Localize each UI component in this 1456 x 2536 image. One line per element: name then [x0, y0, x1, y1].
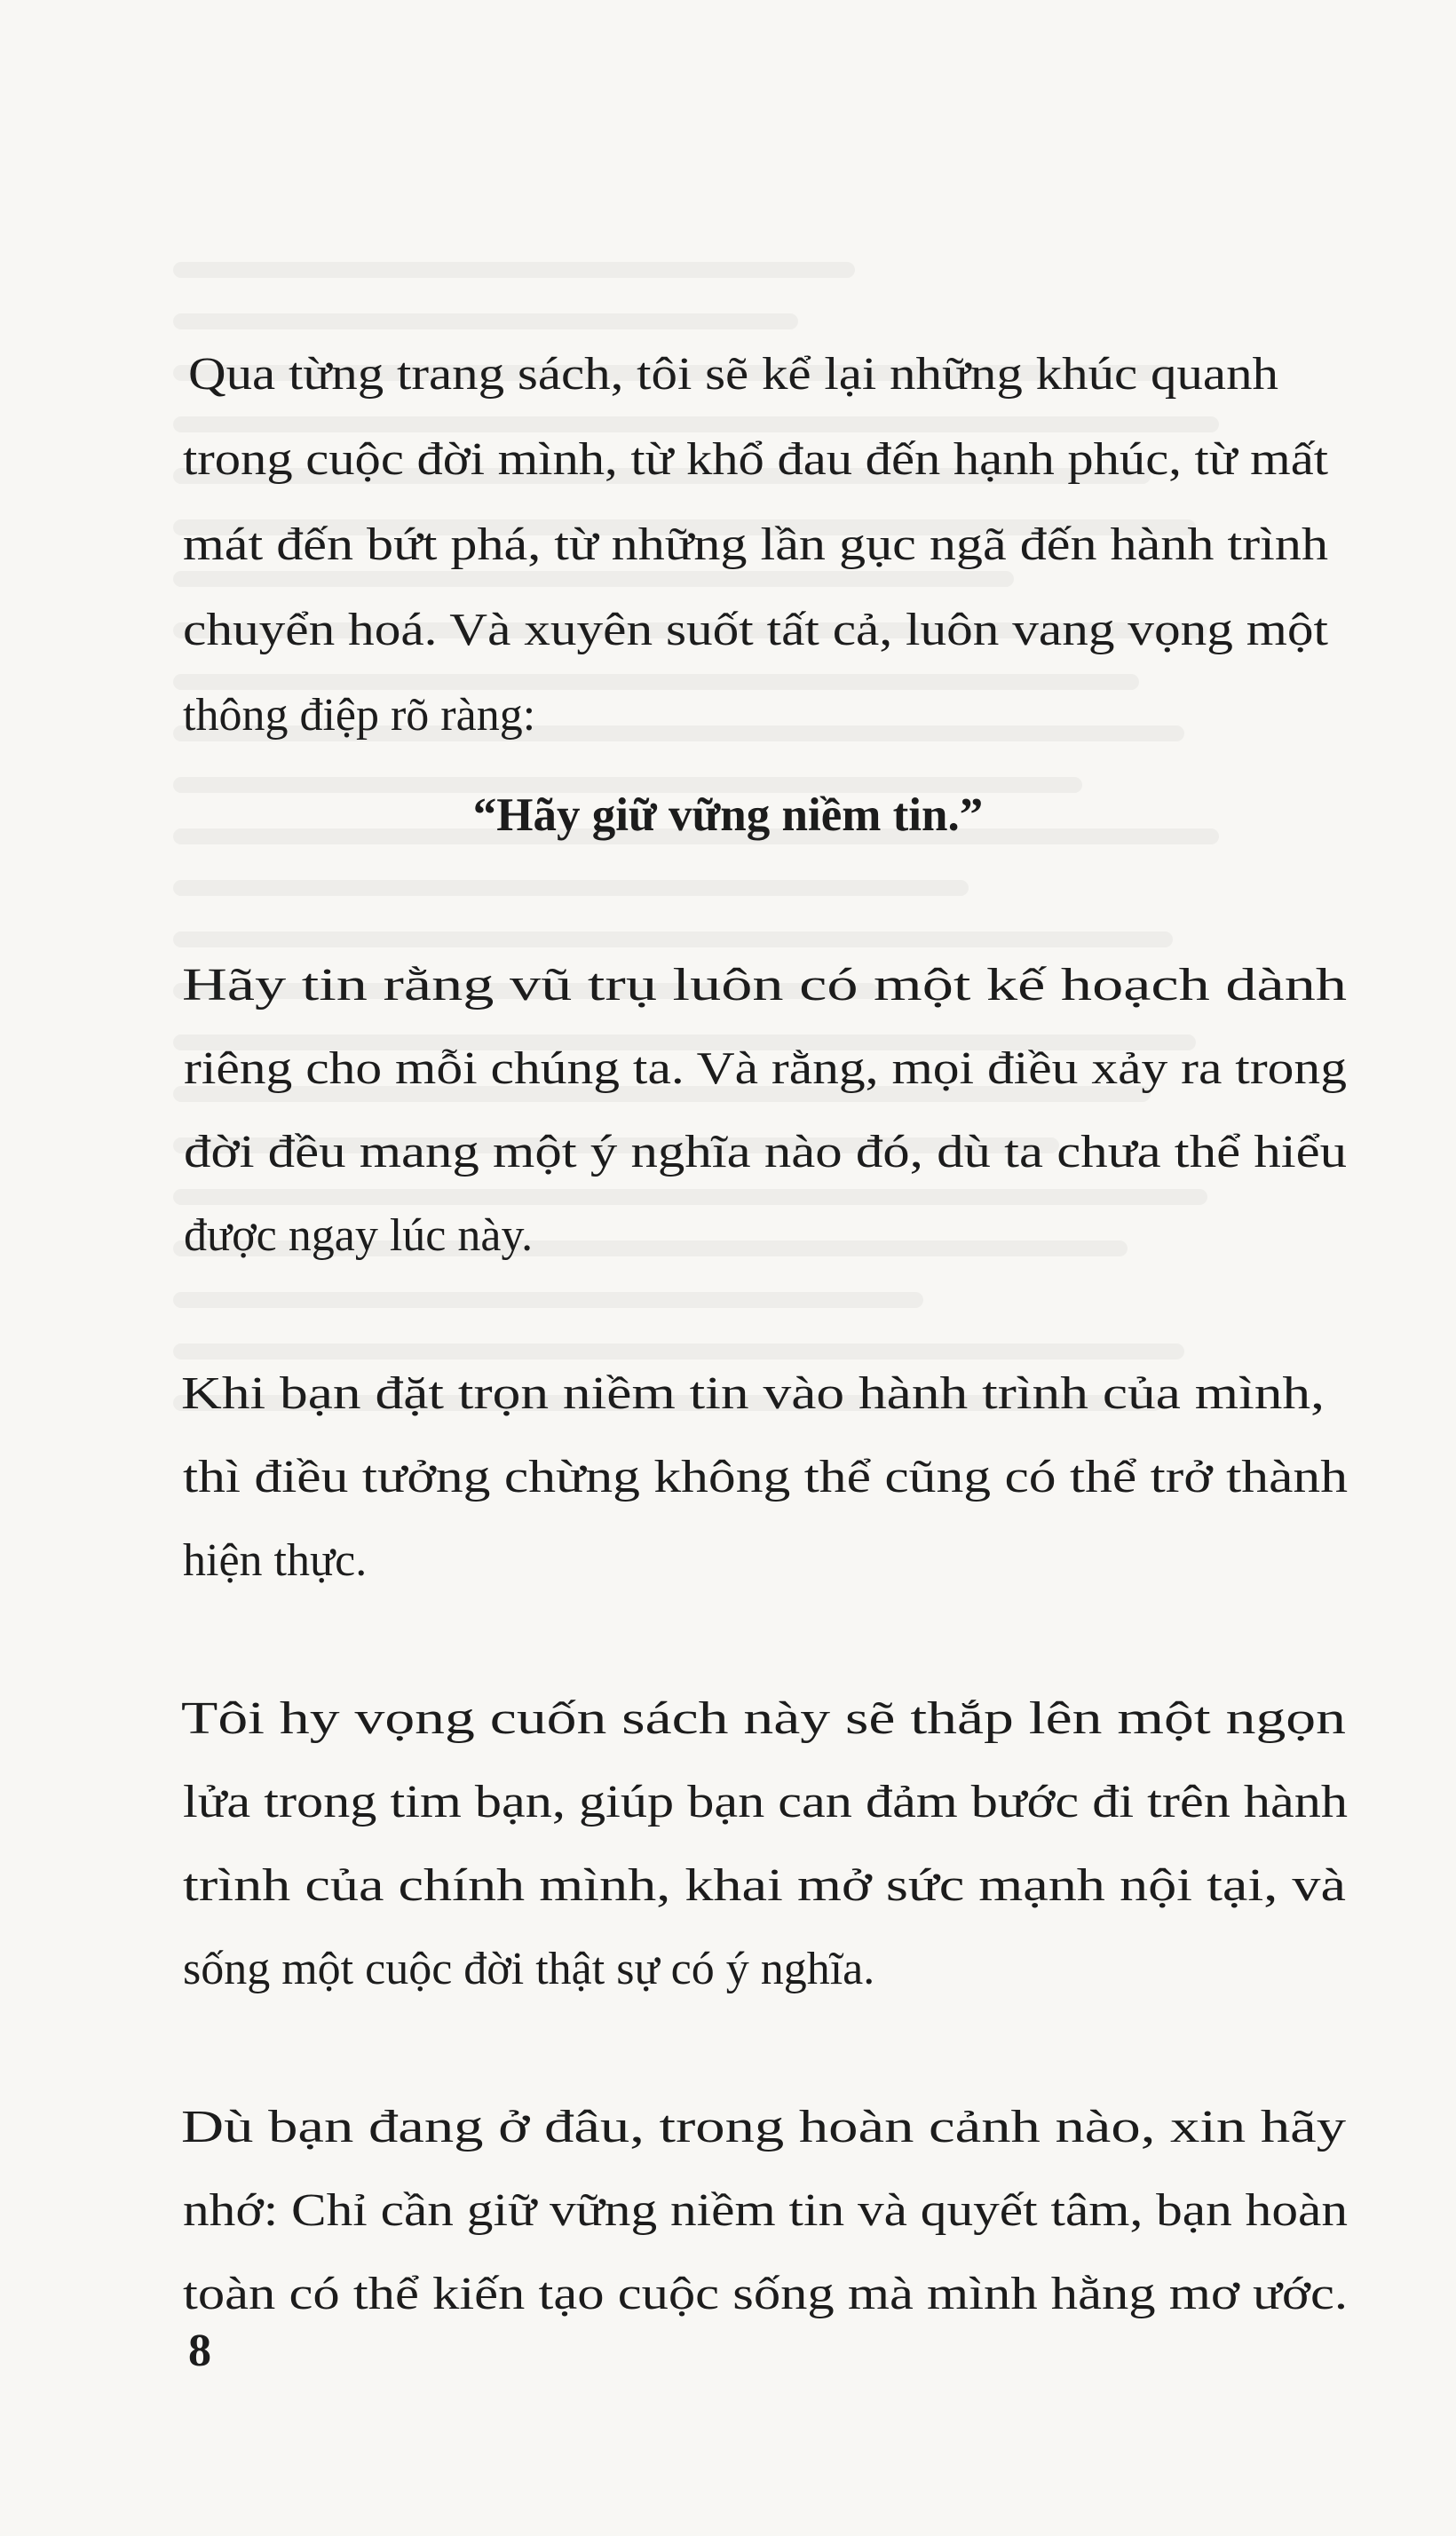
book-page: Qua từng trang sách, tôi sẽ kể lại những khúc quanh trong cuộc đời mình, từ khổ đau đến hạnh phúc, từ mất mát đến bứt phá, từ những lần gục ngã đến hành trình chuyển hoá. Và xuyên suốt tất cả, luôn vang vọng một thông điệp rõ ràng: “Hãy giữ vững niềm tin.” Hãy tin rằng vũ trụ luôn có một kế hoạch dành riêng cho mỗi chúng ta. Và rằng, mọi điều xảy ra trong đời đều mang một ý nghĩa nào đó, dù ta chưa thể hiểu được ngay lúc này. Khi bạn đặt trọn niềm tin vào hành trình của mình, thì điều tưởng chừng không thể cũng có thể trở thành hiện thực. Tôi hy vọng cuốn sách này sẽ thắp lên một ngọn lửa trong tim bạn, giúp bạn can đảm bước đi trên hành trình của chính mình, khai mở sức mạnh nội tại, và sống một cuộc đời thật sự có ý nghĩa. Dù bạn đang ở đâu, trong hoàn cảnh nào, xin hãy nhớ: Chỉ cần giữ vững niềm tin và quyết tâm, bạn hoàn toàn có thể kiến tạo cuộc sống mà mình hằng mơ ước. 8: [0, 0, 1456, 2536]
highlighted-quote: “Hãy giữ vững niềm tin.”: [472, 789, 984, 841]
page-number: 8: [188, 2326, 211, 2376]
